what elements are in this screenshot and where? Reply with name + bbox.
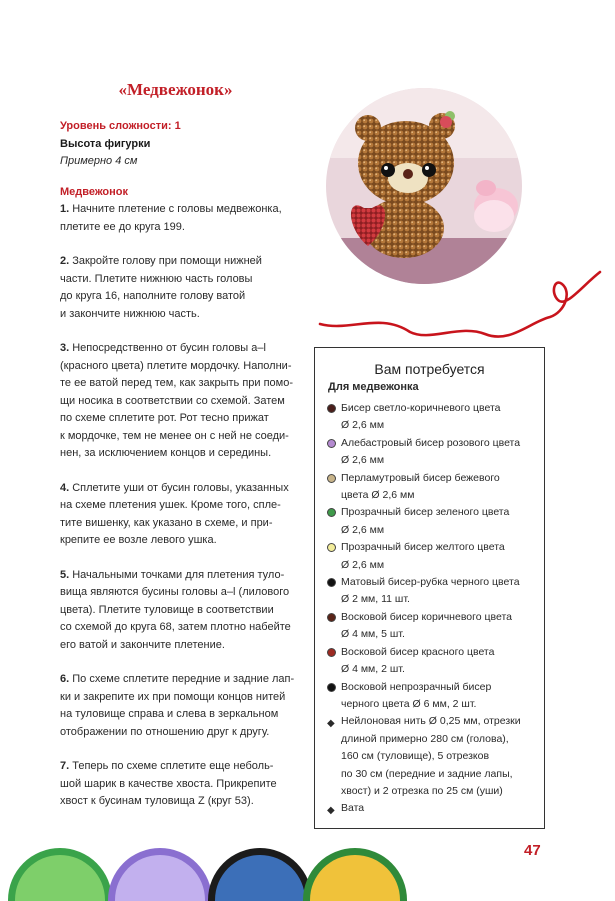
material-item	[327, 679, 539, 714]
page-number: 47	[524, 842, 541, 859]
steps-list	[60, 201, 300, 811]
material-line: Перламутровый бисер бежевого	[341, 471, 500, 484]
step-line: 3. Непосредственно от бусин головы a–l	[60, 342, 266, 354]
material-line: Матовый бисер-рубка черного цвета	[341, 576, 520, 589]
step-line: до круга 16, наполните голову ватой	[60, 290, 246, 302]
bead-color-swatch	[327, 683, 336, 692]
step-line: шой шарик в качестве хвоста. Прикрепите	[60, 777, 277, 790]
step-line: отображении по отношению друг к другу.	[60, 725, 270, 738]
bead-color-swatch	[327, 404, 336, 413]
material-item	[327, 504, 539, 539]
step-3	[60, 340, 300, 463]
materials-subtitle: Для медвежонка	[328, 381, 419, 393]
height-value: Примерно 4 см	[60, 155, 138, 167]
bead-color-swatch	[327, 474, 336, 483]
step-1	[60, 201, 300, 236]
step-number: 6.	[60, 673, 73, 685]
material-item	[327, 713, 539, 800]
step-line: ки и закрепите их при помощи концов нитей	[60, 690, 286, 703]
step-6	[60, 671, 300, 741]
step-line: те ее ватой перед тем, как закрыть при помо-	[60, 377, 294, 389]
step-line: его ватой и закончите плетение.	[60, 638, 225, 651]
step-line: к мордочке, тем не менее он с ней не соеди-	[60, 429, 289, 442]
step-number: 2.	[60, 255, 73, 267]
bead-color-swatch	[327, 439, 336, 448]
material-line: Ø 2,6 мм	[341, 523, 385, 536]
material-line: хвост) и 2 отрезка по 25 см (уши)	[341, 784, 503, 797]
material-item	[327, 470, 539, 505]
material-line: цвета Ø 2,6 мм	[341, 489, 415, 502]
step-number: 5.	[60, 568, 73, 581]
bear-photo	[326, 88, 522, 284]
instructions-column	[60, 118, 300, 811]
difficulty-level: Уровень сложности: 1	[60, 120, 181, 132]
materials-list	[327, 400, 539, 818]
material-line: Ø 2,6 мм	[341, 454, 385, 467]
material-line: Восковой непрозрачный бисер	[341, 680, 492, 693]
height-label: Высота фигурки	[60, 137, 151, 150]
step-7	[60, 758, 300, 811]
step-number: 1.	[60, 203, 73, 215]
step-number: 7.	[60, 760, 73, 772]
step-number: 4.	[60, 481, 73, 494]
bead-color-swatch	[327, 613, 336, 622]
material-item	[327, 644, 539, 679]
step-line: на схеме плетения ушек. Кроме того, спле-	[60, 499, 281, 511]
section-heading: Медвежонок	[60, 185, 128, 198]
step-line: крепите ее возле левого ушка.	[60, 534, 217, 546]
material-line: длиной примерно 280 см (голова),	[341, 732, 509, 745]
material-line: Алебастровый бисер розового цвета	[341, 436, 521, 449]
step-line: щи носика в соответствии со схемой. Затем	[60, 394, 285, 407]
step-2	[60, 253, 300, 323]
material-line: Прозрачный бисер желтого цвета	[341, 541, 505, 554]
bead-color-swatch	[327, 508, 336, 517]
diamond-bullet-icon: ◆	[327, 718, 335, 730]
material-line: Нейлоновая нить Ø 0,25 мм, отрезки	[341, 715, 521, 728]
step-line: на туловище справа и слева в зеркальном	[60, 708, 279, 720]
step-5	[60, 567, 300, 655]
step-line: 2. Закройте голову при помощи нижней	[60, 255, 262, 267]
material-line: Ø 2 мм, 11 шт.	[341, 593, 410, 606]
material-item	[327, 400, 539, 435]
step-line: вища являются бусины головы a–l (лилового	[60, 586, 290, 598]
materials-box	[314, 347, 545, 829]
bead-color-swatch	[327, 648, 336, 657]
material-item	[327, 800, 539, 817]
material-item	[327, 609, 539, 644]
step-line: 7. Теперь по схеме сплетите еще неболь-	[60, 760, 274, 772]
step-line: и закончите нижнюю часть.	[60, 307, 200, 320]
material-line: по 30 см (передние и задние лапы,	[341, 767, 513, 780]
material-line: черного цвета Ø 6 мм, 2 шт.	[341, 697, 477, 710]
step-line: со схемой до круга 68, затем плотно набейте	[60, 621, 291, 633]
materials-title: Вам потребуется	[374, 361, 485, 377]
material-line: Ø 2,6 мм	[341, 419, 385, 432]
material-item	[327, 539, 539, 574]
step-line: плетите ее до круга 199.	[60, 220, 185, 233]
step-line: 1. Начните плетение с головы медвежонка,	[60, 203, 282, 215]
step-line: тите вишенку, как указано в схеме, и при-	[60, 516, 273, 529]
material-item	[327, 435, 539, 470]
material-line: Восковой бисер красного цвета	[341, 645, 495, 658]
step-line: 6. По схеме сплетите передние и задние лап-	[60, 673, 295, 685]
step-line: 4. Сплетите уши от бусин головы, указанных	[60, 481, 289, 494]
material-line: Ø 4 мм, 2 шт.	[341, 663, 405, 676]
material-line: 160 см (туловище), 5 отрезков	[341, 750, 490, 763]
step-line: нен, за исключением концов и середины.	[60, 447, 272, 459]
material-line: Прозрачный бисер зеленого цвета	[341, 506, 510, 519]
material-line: Ø 4 мм, 5 шт.	[341, 628, 405, 641]
step-line: части. Плетите нижнюю часть головы	[60, 272, 253, 285]
step-line: цвета). Плетите туловище в соответствии	[60, 603, 274, 616]
bead-thumbnails	[0, 840, 615, 901]
step-line: 5. Начальными точками для плетения туло-	[60, 568, 285, 581]
step-line: по схеме сплетите рот. Рот тесно прижат	[60, 412, 269, 424]
material-line: Вата	[341, 802, 365, 815]
material-line: Бисер светло-коричневого цвета	[341, 402, 501, 414]
step-line: (красного цвета) плетите мордочку. Наполни-	[60, 359, 292, 372]
material-line: Восковой бисер коричневого цвета	[341, 610, 512, 623]
bead-color-swatch	[327, 543, 336, 552]
step-4	[60, 480, 300, 550]
material-item	[327, 574, 539, 609]
diamond-bullet-icon: ◆	[327, 805, 335, 817]
bead-color-swatch	[327, 578, 336, 587]
page-title: «Медвежонок»	[118, 80, 233, 99]
step-line: хвост к бусинам туловища Z (круг 53).	[60, 795, 254, 807]
material-line: Ø 2,6 мм	[341, 558, 385, 571]
step-number: 3.	[60, 342, 73, 354]
